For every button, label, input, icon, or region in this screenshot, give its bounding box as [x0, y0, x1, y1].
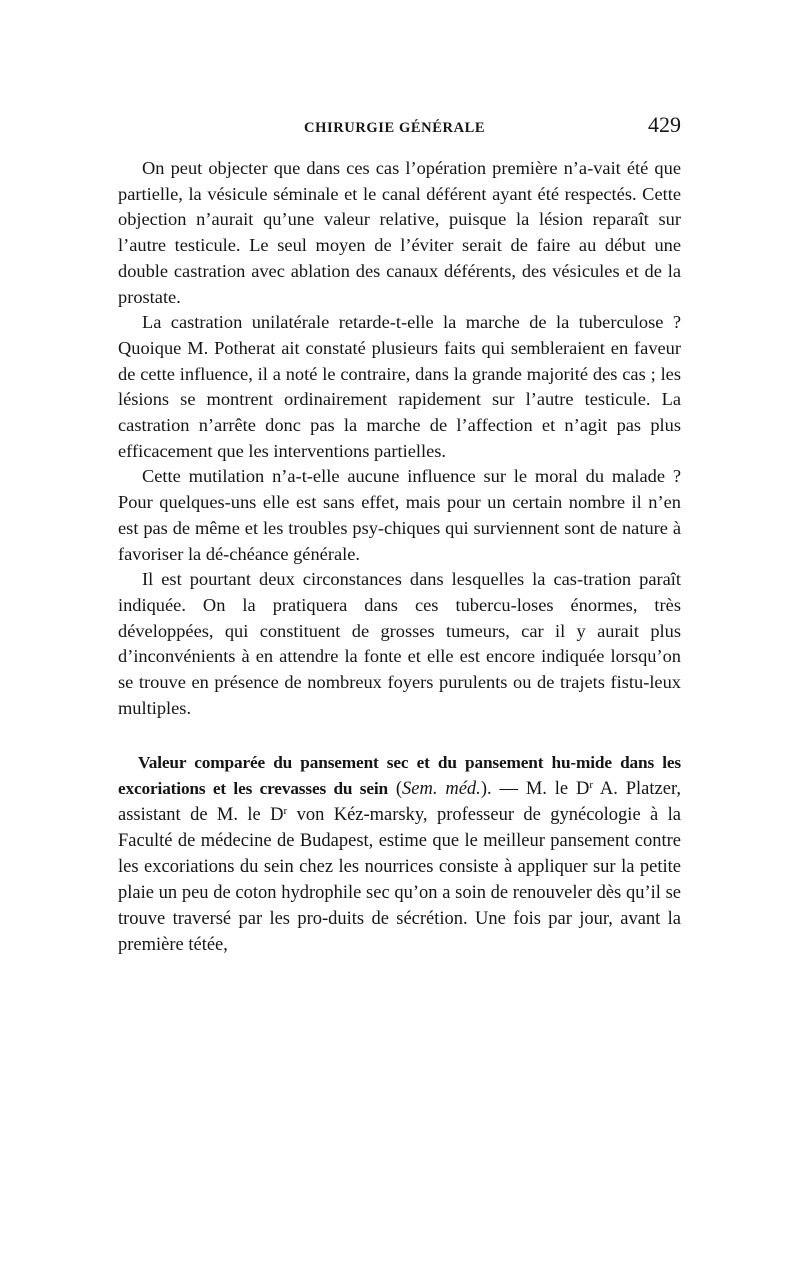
paragraph: La castration unilatérale retarde-t-elle la marche de la tuberculose ? Quoique M. Potherat ait constaté plusieurs faits qui sembleraient en faveur de cette influence, il a noté le contraire, dans la grande majorité des cas ; les lésions se montrent ordinairement rapidement sur l’autre testicule. La castration n’arrête donc pas la marche de l’affection et n’agit pas plus efficacement que les interventions partielles. — [118, 312, 681, 461]
paragraph: On peut objecter que dans ces cas l’opération première n’a-vait été que partielle, la vésicule séminale et le canal déférent ayant été respectés. Cette objection n’aurait qu’une valeur relative, puisque la lésion reparaît sur l’autre testicule. Le seul moyen de l’éviter serait de faire au début une double castration avec ablation des canaux déférents, des vésicules et de la prostate. — [118, 158, 681, 307]
article-heading: Valeur comparée du pansement sec et du pansement hu-mide dans les excoriations et les crevasses du sein — [118, 753, 681, 799]
article-source: Sem. méd. — [402, 779, 481, 800]
dash: — — [491, 779, 526, 800]
article-section — [118, 750, 681, 958]
running-head — [118, 112, 681, 144]
source-open: ( — [388, 779, 403, 800]
paragraph: Il est pourtant deux circonstances dans lesquelles la cas-tration paraît indiquée. On la pratiquera dans ces tubercu-loses énormes, très développées, qui constituent de grosses tumeurs, car il y aurait plus d’inconvénients à en attendre la fonte et elle est encore indiquée lorsqu’on se trouve en présence de nombreux foyers purulents ou de trajets fistu-leux multiples. — [118, 569, 681, 718]
source-close: ). — [480, 779, 492, 800]
superscript-r: r — [589, 779, 594, 792]
article-body-1: M. le D — [525, 779, 590, 800]
article-body-2: A. Platzer, assistant de M. le D — [118, 779, 681, 826]
book-page — [118, 112, 681, 958]
paragraph: Cette mutilation n’a-t-elle aucune influence sur le moral du malade ? Pour quelques-uns elle est sans effet, mais pour un certain nombre il n’en est pas de même et les troubles psy-chiques qui surviennent sont de nature à favoriser la dé-chéance générale. — [118, 466, 681, 564]
article-body-3: von Kéz-marsky, professeur de gynécologie à la Faculté de médecine de Budapest, estime que le meilleur pansement contre les excoriations du sein chez les nourrices consiste à appliquer sur la petite plaie un peu de coton hydrophile sec qu’on a soin de renouveler dès qu’il se trouve traversé par les pro-duits de sécrétion. Une fois par jour, avant la première tétée, — [118, 805, 681, 956]
article-paragraph — [118, 750, 681, 958]
body-text — [118, 156, 681, 721]
running-head-title: CHIRURGIE GÉNÉRALE — [304, 120, 486, 136]
superscript-r: r — [283, 805, 288, 818]
page-number: 429 — [648, 112, 681, 137]
